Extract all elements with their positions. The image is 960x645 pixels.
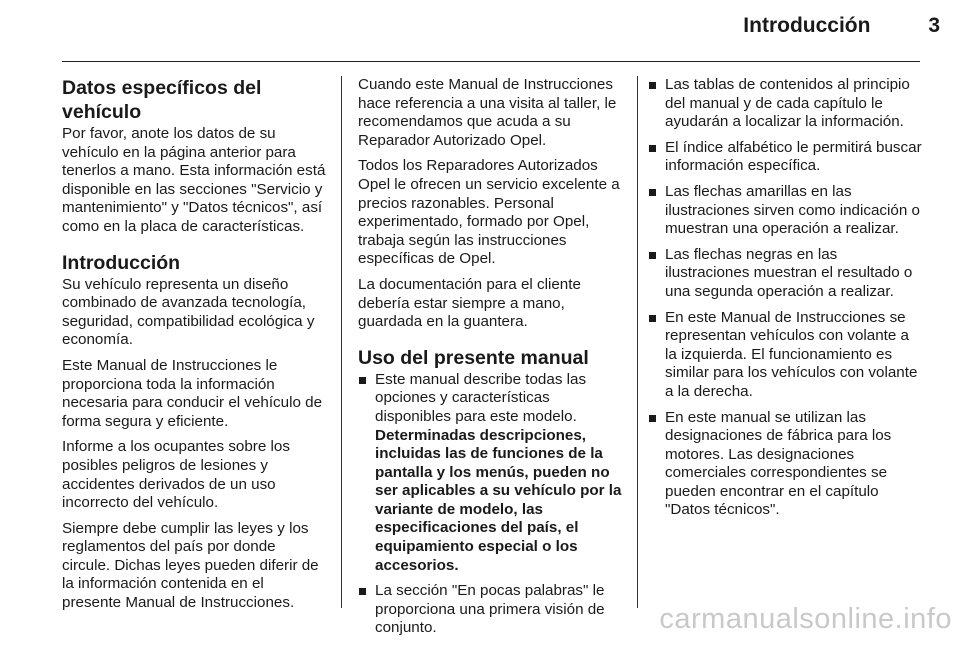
watermark: carmanualsonline.info: [659, 603, 952, 635]
column-2: [358, 76, 622, 645]
column-1: [62, 76, 326, 620]
page-number: 3: [928, 14, 940, 37]
list-item: Las flechas amarillas en las ilustraciones sirven como indicación o muestran una operación a realizar.: [648, 183, 924, 239]
list-item: Las flechas negras en las ilustraciones muestran el resultado o una segunda operación a realizar.: [648, 246, 924, 302]
list-item: En este manual se utilizan las designaciones de fábrica para los motores. Las designaciones comerciales correspondientes se pueden encontrar en el capítulo "Datos técnicos".: [648, 409, 924, 521]
page-header: [0, 14, 940, 38]
section-heading-manual-usage: Uso del presente manual: [358, 346, 589, 369]
list-item: La sección "En pocas palabras" le proporciona una primera visión de conjunto.: [358, 582, 622, 638]
paragraph: Cuando este Manual de Instrucciones hace referencia a una visita al taller, le recomendamos que acuda a su Reparador Autorizado Opel.: [358, 76, 617, 149]
paragraph: La documentación para el cliente debería estar siempre a mano, guardada en la guantera.: [358, 275, 581, 331]
header-divider: [62, 61, 920, 62]
paragraph: Todos los Reparadores Autorizados Opel le ofrecen un servicio excelente a precios razonables. Personal experimentado, formado por Opel, trabaja según las instrucciones específicas de Opel.: [358, 157, 620, 268]
column-divider-1: [341, 76, 342, 608]
bullet-bold-text: Determinadas descripciones, incluidas las de funciones de la pantalla y los menús, pueden no ser aplicables a su vehículo por la variante de modelo, las especificaciones del país, el equipamiento especial o los accesorios.: [375, 426, 622, 574]
column-divider-2: [637, 76, 638, 608]
bullet-list: [648, 76, 924, 520]
paragraph: Informe a los ocupantes sobre los posibles peligros de lesiones y accidentes derivados de un uso incorrecto del vehículo.: [62, 438, 290, 512]
list-item: Las tablas de contenidos al principio del manual y de cada capítulo le ayudarán a localizar la información.: [648, 76, 924, 132]
list-item: [358, 371, 622, 576]
paragraph: Por favor, anote los datos de su vehículo en la página anterior para tenerlos a mano. Esta información está disponible en las secciones "Servicio y mantenimiento" y "Datos técnicos", así como en la placa de características.: [62, 125, 326, 235]
list-item: En este Manual de Instrucciones se representan vehículos con volante a la izquierda. El funcionamiento es similar para los vehículos con volante a la derecha.: [648, 309, 924, 402]
section-heading-vehicle-data: Datos específicos del vehículo: [62, 77, 262, 123]
list-item: El índice alfabético le permitirá buscar información específica.: [648, 139, 924, 176]
column-3: [648, 76, 924, 527]
bullet-text: Este manual describe todas las opciones y características disponibles para este modelo.: [375, 370, 587, 425]
page-title: Introducción: [743, 14, 871, 37]
section-heading-introduction: Introducción: [62, 251, 181, 274]
paragraph: Su vehículo representa un diseño combinado de avanzada tecnología, seguridad, compatibilidad ecológica y economía.: [62, 275, 315, 349]
bullet-list: [358, 371, 622, 638]
paragraph: Este Manual de Instrucciones le proporciona toda la información necesaria para conducir el vehículo de forma segura y eficiente.: [62, 356, 323, 430]
paragraph: Siempre debe cumplir las leyes y los reglamentos del país por donde circule. Dichas leyes pueden diferir de la información contenida en el presente Manual de Instrucciones.: [62, 519, 319, 612]
